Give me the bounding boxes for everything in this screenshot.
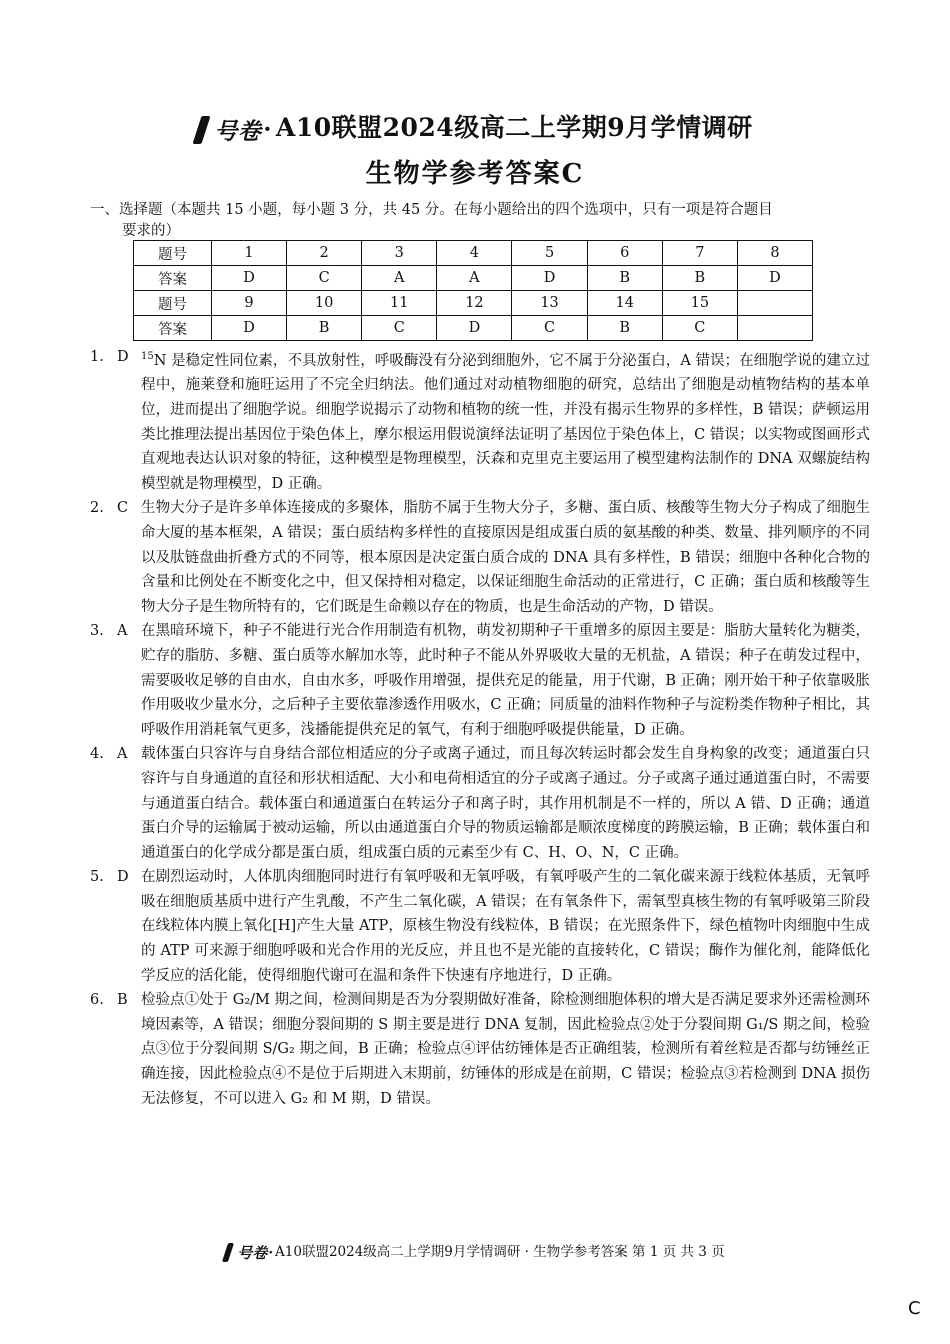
item-answer: B: [117, 992, 128, 1009]
isotope-superscript: 15: [141, 351, 154, 362]
table-cell: 12: [437, 291, 512, 316]
table-cell: B: [287, 316, 362, 341]
table-cell: D: [512, 266, 587, 291]
brand-name: 号卷: [214, 118, 262, 145]
item-text: 生物大分子是许多单体连接成的多聚体，脂肪不属于生物大分子，多糖、蛋白质、核酸等生物大分子构成了细胞生命大厦的基本框架，A 错误；蛋白质结构多样性的直接原因是组成蛋白质的氨基酸的种类、数量、排列顺序的不同以及肽链盘曲折叠方式的不同等，根本原因是决定蛋白质合成的 DNA 具有多样性，B 错误；细胞中各种化合物的含量和比例处在不断变化之中，但又保持相对稳定，以保证细胞生命活动的正常进行，C 正确；蛋白质和核酸等生物大分子是生物所特有的，它们既是生命赖以存在的物质，也是生命活动的产物，D 错误。: [141, 500, 870, 615]
item-answer: A: [117, 623, 128, 640]
table-cell: 15: [662, 291, 737, 316]
item-text: 检验点①处于 G₂/M 期之间，检测间期是否为分裂期做好准备，除检测细胞体积的增大是否满足要求外还需检测环境因素等，A 错误；细胞分裂间期的 S 期主要是进行 DNA 复制，因此检验点②处于分裂间期 G₁/S 期之间，检验点③位于分裂间期 S/G₂ 期之间，B 正确；检验点④评估纺锤体是否正确组装，检测所有着丝粒是否都与纺锤丝正确连接，因此检验点④不是位于后期进入末期前，纺锤体的形成是在前期，C 错误；检验点③若检测到 DNA 损伤无法修复，不可以进入 G₂ 和 M 期，D 错误。: [141, 992, 870, 1107]
table-cell: D: [737, 266, 812, 291]
table-cell: C: [512, 316, 587, 341]
table-cell: 13: [512, 291, 587, 316]
explanation-item-3: [90, 619, 870, 742]
brush-stroke-icon: [193, 116, 211, 144]
corner-mark: C: [908, 1298, 921, 1319]
table-cell: A: [362, 266, 437, 291]
table-cell: 8: [737, 241, 812, 266]
item-number: 2.: [90, 500, 104, 517]
table-cell: C: [287, 266, 362, 291]
item-answer: D: [117, 869, 129, 886]
table-cell: C: [362, 316, 437, 341]
explanation-item-6: [90, 988, 870, 1111]
item-text-body: N 是稳定性同位素，不具放射性，呼吸酶没有分泌到细胞外，它不属于分泌蛋白，A 错误；在细胞学说的建立过程中，施莱登和施旺运用了不完全归纳法。他们通过对动植物细胞的研究，总结出了细胞是动植物结构的基本单位，进而提出了细胞学说。细胞学说揭示了动物和植物的统一性，并没有揭示生物界的多样性，B 错误；萨顿运用类比推理法提出基因位于染色体上，摩尔根运用假说演绎法证明了基因位于染色体上，C 错误；以实物或图画形式直观地表达认识对象的特征，这种模型是物理模型，沃森和克里克主要运用了模型建构法制作的 DNA 双螺旋结构模型就是物理模型，D 正确。: [141, 352, 870, 492]
table-cell: 10: [287, 291, 362, 316]
item-number: 5.: [90, 869, 104, 886]
item-number: 6.: [90, 992, 104, 1009]
table-cell: B: [587, 266, 662, 291]
table-cell: B: [662, 266, 737, 291]
table-cell: 4: [437, 241, 512, 266]
page-footer: [0, 1240, 950, 1263]
explanation-item-4: [90, 742, 870, 865]
table-cell: D: [212, 266, 287, 291]
table-cell: A: [437, 266, 512, 291]
table-row-numbers-1: [134, 241, 813, 266]
item-number: 1.: [90, 349, 104, 365]
table-cell: 3: [362, 241, 437, 266]
footer-logo: [225, 1242, 275, 1263]
section-heading-line2: 要求的）: [122, 223, 180, 239]
item-text: 在黑暗环境下，种子不能进行光合作用制造有机物，萌发初期种子干重增多的原因主要是：脂肪大量转化为糖类，贮存的脂肪、多糖、蛋白质等水解加水等，此时种子不能从外界吸收大量的无机盐，A 错误；种子在萌发过程中，需要吸收足够的自由水，自由水多，呼吸作用增强，提供充足的能量，用于代谢，B 正确；刚开始干种子依靠吸胀作用吸收少量水分，之后种子主要依靠渗透作用吸水，C 正确；同质量的油料作物种子与淀粉类作物种子相比，其呼吸作用消耗氧气更多，浅播能提供充足的氧气，有利于细胞呼吸提供能量，D 正确。: [141, 623, 870, 738]
table-row-answers-1: [134, 266, 813, 291]
table-row-label: 题号: [134, 241, 212, 266]
brush-stroke-icon: [222, 1243, 234, 1262]
explanation-item-2: [90, 496, 870, 619]
footer-text: A10联盟2024级高二上学期9月学情调研 · 生物学参考答案 第 1 页 共 3 页: [275, 1244, 725, 1260]
section-heading-line1: 一、选择题（本题共 15 小题，每小题 3 分，共 45 分。在每小题给出的四个选项中，只有一项是符合题目: [90, 202, 773, 218]
explanation-item-5: [90, 865, 870, 988]
item-text: [141, 345, 870, 496]
table-cell: 11: [362, 291, 437, 316]
answer-table: [133, 240, 813, 341]
section-heading: [90, 200, 870, 242]
item-number: 3.: [90, 623, 104, 640]
table-cell: D: [212, 316, 287, 341]
footer-separator: ·: [268, 1244, 274, 1261]
title-text: A10联盟2024级高二上学期9月学情调研: [275, 113, 753, 142]
table-cell: 6: [587, 241, 662, 266]
table-row-label: 答案: [134, 316, 212, 341]
footer-brand: 号卷: [237, 1244, 268, 1262]
table-cell: 5: [512, 241, 587, 266]
page-title: [0, 108, 950, 146]
item-answer: D: [117, 349, 129, 365]
brand-logo: [197, 113, 276, 146]
table-cell: [737, 291, 812, 316]
explanation-list: [90, 345, 870, 1111]
table-cell: C: [662, 316, 737, 341]
table-cell: 9: [212, 291, 287, 316]
table-cell: D: [437, 316, 512, 341]
table-row-label: 题号: [134, 291, 212, 316]
item-text: 在剧烈运动时，人体肌肉细胞同时进行有氧呼吸和无氧呼吸，有氧呼吸产生的二氧化碳来源于线粒体基质，无氧呼吸在细胞质基质中进行产生乳酸，不产生二氧化碳，A 错误；在有氧条件下，需氧型真核生物的有氧呼吸第三阶段在线粒体内膜上氧化[H]产生大量 ATP，原核生物没有线粒体，B 错误；在光照条件下，绿色植物叶肉细胞中生成的 ATP 可来源于细胞呼吸和光合作用的光反应，并且也不是光能的直接转化，C 错误；酶作为催化剂，能降低化学反应的活化能，使得细胞代谢可在温和条件下快速有序地进行，D 正确。: [141, 869, 870, 984]
table-cell: 2: [287, 241, 362, 266]
title-separator: ·: [263, 116, 272, 143]
table-cell: 7: [662, 241, 737, 266]
table-cell: 14: [587, 291, 662, 316]
table-row-answers-2: [134, 316, 813, 341]
explanation-item-1: [90, 345, 870, 496]
table-cell: 1: [212, 241, 287, 266]
item-number: 4.: [90, 746, 104, 763]
table-cell: B: [587, 316, 662, 341]
item-answer: A: [117, 746, 128, 763]
page-subtitle: 生物学参考答案C: [365, 159, 585, 189]
item-text: 载体蛋白只容许与自身结合部位相适应的分子或离子通过，而且每次转运时都会发生自身构象的改变；通道蛋白只容许与自身通道的直径和形状相适配、大小和电荷相适宜的分子或离子通过。分子或离子通过通道蛋白时，不需要与通道蛋白结合。载体蛋白和通道蛋白在转运分子和离子时，其作用机制是不一样的，所以 A 错、D 正确；通道蛋白介导的运输属于被动运输，所以由通道蛋白介导的物质运输都是顺浓度梯度的跨膜运输，B 正确；载体蛋白和通道蛋白的化学成分都是蛋白质，组成蛋白质的元素至少有 C、H、O、N，C 正确。: [141, 746, 870, 861]
table-row-numbers-2: [134, 291, 813, 316]
table-row-label: 答案: [134, 266, 212, 291]
item-answer: C: [117, 500, 129, 517]
table-cell: [737, 316, 812, 341]
